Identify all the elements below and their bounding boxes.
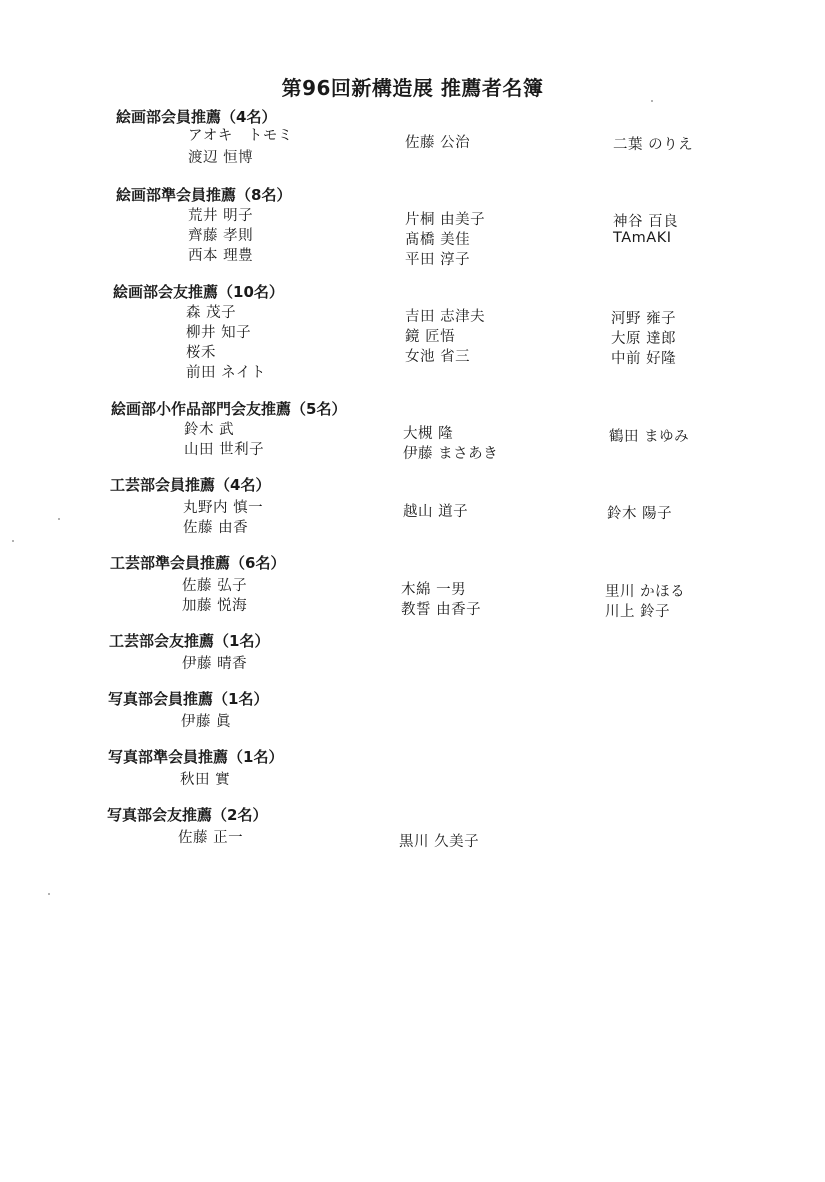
- member-name: 加藤 悦海: [182, 598, 248, 614]
- scan-speck: [58, 518, 60, 520]
- member-name: 柳井 知子: [186, 325, 252, 341]
- member-name: 髙橋 美佳: [405, 232, 471, 248]
- member-name: 伊藤 まさあき: [403, 446, 499, 462]
- member-name: 神谷 百良: [613, 214, 679, 230]
- member-name: 吉田 志津夫: [405, 309, 486, 325]
- section-heading: 絵画部会員推薦（4名）: [116, 108, 277, 126]
- member-name: アオキ トモミ: [188, 128, 293, 144]
- member-name: 渡辺 恒博: [188, 150, 254, 166]
- member-name: 女池 省三: [405, 349, 471, 365]
- member-name: 教誓 由香子: [401, 602, 482, 618]
- member-name: 中前 好隆: [611, 351, 677, 367]
- member-name: 鈴木 武: [184, 422, 235, 438]
- member-name: 木綿 一男: [401, 582, 467, 598]
- member-name: 佐藤 弘子: [182, 578, 248, 594]
- page-title: 第96回新構造展 推薦者名簿: [281, 76, 544, 100]
- member-name: 鈴木 陽子: [607, 506, 673, 522]
- member-name: 齊藤 孝則: [188, 228, 254, 244]
- section-heading: 写真部会員推薦（1名）: [108, 690, 269, 708]
- member-name: 河野 雍子: [611, 311, 677, 327]
- section-heading: 絵画部小作品部門会友推薦（5名）: [111, 400, 347, 418]
- member-name: 黒川 久美子: [399, 834, 480, 850]
- member-name: 川上 鈴子: [605, 604, 671, 620]
- member-name: 森 茂子: [186, 305, 237, 321]
- member-name: 秋田 實: [180, 772, 231, 788]
- section-heading: 絵画部準会員推薦（8名）: [116, 186, 292, 204]
- member-name: 丸野内 慎一: [183, 500, 264, 516]
- section-heading: 工芸部準会員推薦（6名）: [110, 554, 286, 572]
- member-name: 越山 道子: [403, 504, 469, 520]
- member-name: 大原 達郎: [611, 331, 677, 347]
- member-name: 佐藤 由香: [183, 520, 249, 536]
- section-heading: 写真部会友推薦（2名）: [107, 806, 268, 824]
- member-name: 桜禾: [186, 345, 216, 361]
- member-name: 西本 理豊: [188, 248, 254, 264]
- section-heading: 絵画部会友推薦（10名）: [113, 283, 284, 301]
- member-name: TAmAKI: [613, 230, 672, 246]
- member-name: 伊藤 晴香: [182, 656, 248, 672]
- section-heading: 工芸部会友推薦（1名）: [109, 632, 270, 650]
- member-name: 平田 淳子: [405, 252, 471, 268]
- member-name: 二葉 のりえ: [613, 137, 694, 153]
- member-name: 鶴田 まゆみ: [609, 429, 690, 445]
- member-name: 佐藤 正一: [178, 830, 244, 846]
- member-name: 山田 世利子: [184, 442, 265, 458]
- member-name: 荒井 明子: [188, 208, 254, 224]
- section-heading: 工芸部会員推薦（4名）: [110, 476, 271, 494]
- scan-speck: [12, 540, 14, 542]
- scan-speck: [48, 893, 50, 895]
- scan-speck: [651, 100, 653, 102]
- member-name: 伊藤 眞: [181, 714, 232, 730]
- section-heading: 写真部準会員推薦（1名）: [108, 748, 284, 766]
- member-name: 鏡 匠悟: [405, 329, 456, 345]
- member-name: 大槻 隆: [403, 426, 454, 442]
- member-name: 片桐 由美子: [405, 212, 486, 228]
- member-name: 佐藤 公治: [405, 135, 471, 151]
- member-name: 前田 ネイト: [186, 365, 266, 381]
- member-name: 里川 かほる: [605, 584, 686, 600]
